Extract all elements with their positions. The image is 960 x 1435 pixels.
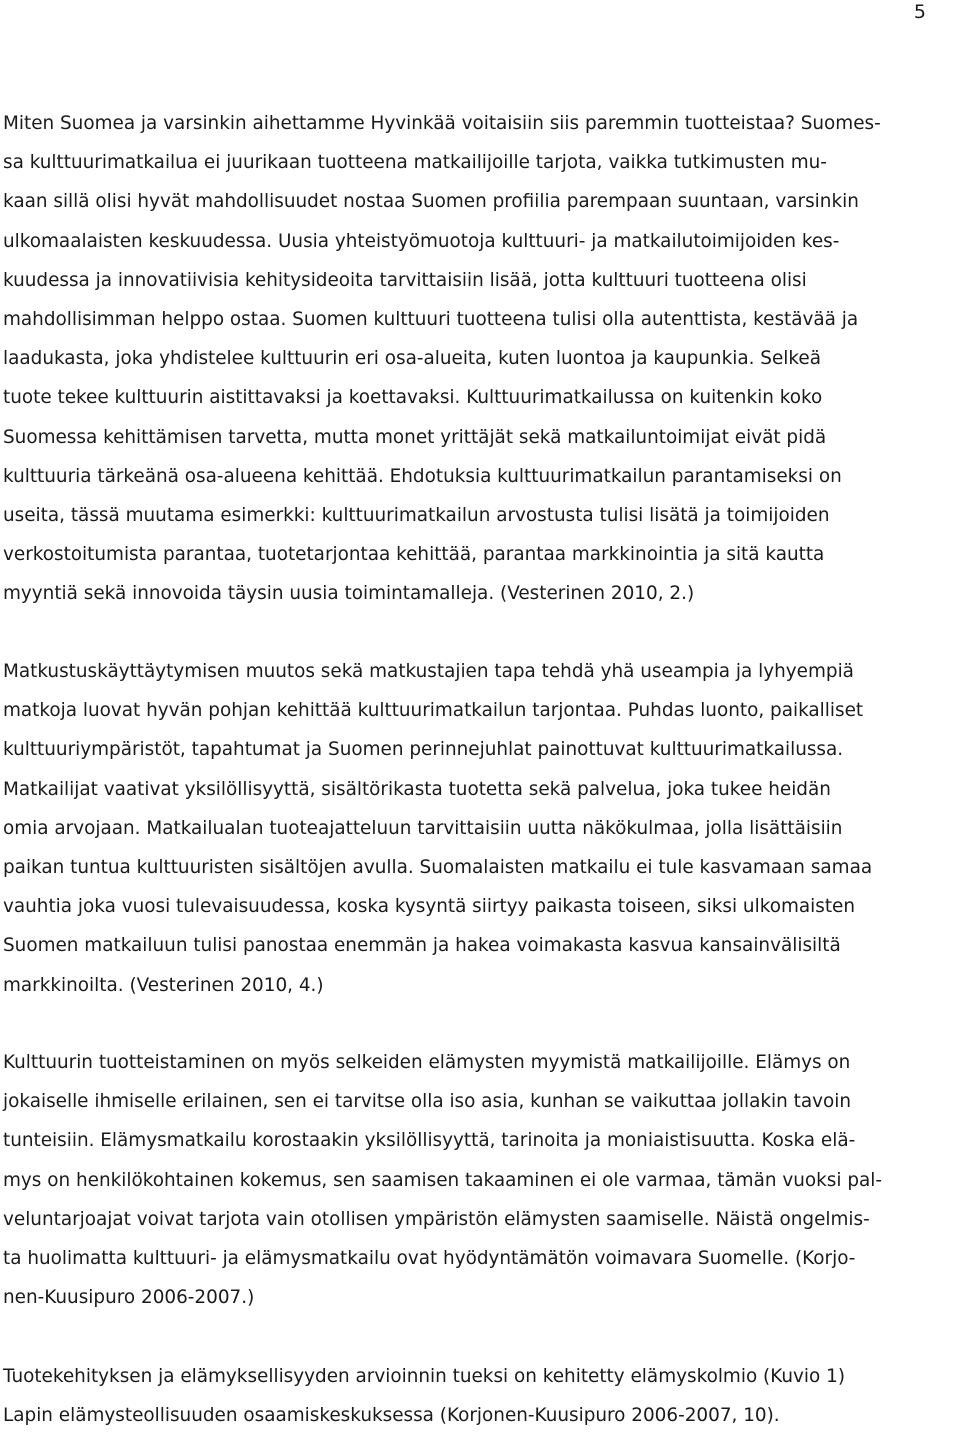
- text-line: Suomessa kehittämisen tarvetta, mutta monet yrittäjät sekä matkailuntoimijat eivät pidä: [3, 426, 827, 448]
- text-line: Miten Suomea ja varsinkin aihettamme Hyvinkää voitaisiin siis paremmin tuotteistaa? Suomes-: [3, 113, 881, 134]
- text-line: paikan tuntua kulttuuristen sisältöjen avulla. Suomalaisten matkailu ei tule kasvamaan samaa: [3, 856, 873, 878]
- text-line: Kulttuurin tuotteistaminen on myös selkeiden elämysten myymistä matkailijoille. Elämys on: [3, 1052, 851, 1073]
- text-line: matkoja luovat hyvän pohjan kehittää kulttuurimatkailun tarjontaa. Puhdas luonto, paikalliset: [3, 700, 864, 722]
- paragraph-cultural-tourism-productization: [3, 104, 957, 613]
- text-line: Suomen matkailuun tulisi panostaa enemmän ja hakea voimakasta kasvua kansainvälisiltä: [3, 935, 841, 957]
- text-line: myyntiä sekä innovoida täysin uusia toimintamalleja. (Vesterinen 2010, 2.): [3, 583, 695, 605]
- paragraph-experience-triangle: [3, 1357, 957, 1435]
- text-line: vauhtia joka vuosi tulevaisuudessa, koska kysyntä siirtyy paikasta toiseen, siksi ulkomaisten: [3, 896, 856, 918]
- text-line: ulkomaalaisten keskuudessa. Uusia yhteistyömuotoja kulttuuri- ja matkailutoimijoiden kes-: [3, 230, 840, 252]
- text-line: nen-Kuusipuro 2006-2007.): [3, 1287, 255, 1309]
- page-number: 5: [913, 1, 926, 23]
- text-line: jokaiselle ihmiselle erilainen, sen ei tarvitse olla iso asia, kunhan se vaikuttaa jollakin tavoin: [3, 1091, 852, 1113]
- text-line: omia arvojaan. Matkailualan tuoteajatteluun tarvittaisiin uutta näkökulmaa, jolla lisättäisiin: [3, 817, 843, 839]
- text-line: veluntarjoajat voivat tarjota vain otollisen ympäristön elämysten saamiselle. Näistä ongelmis-: [3, 1208, 870, 1230]
- paragraph-travel-behaviour: [3, 652, 957, 1005]
- text-line: verkostoitumista parantaa, tuotetarjontaa kehittää, parantaa markkinointia ja sitä kautta: [3, 544, 825, 566]
- text-line: mys on henkilökohtainen kokemus, sen saamisen takaaminen ei ole varmaa, tämän vuoksi pal-: [3, 1169, 883, 1191]
- text-line: Lapin elämysteollisuuden osaamiskeskuksessa (Korjonen-Kuusipuro 2006-2007, 10).: [3, 1405, 780, 1427]
- text-line: laadukasta, joka yhdistelee kulttuurin eri osa-alueita, kuten luontoa ja kaupunkia. Selkeä: [3, 348, 821, 370]
- text-line: sa kulttuurimatkailua ei juurikaan tuotteena matkailijoille tarjota, vaikka tutkimusten mu-: [3, 152, 827, 174]
- text-line: Matkustuskäyttäytymisen muutos sekä matkustajien tapa tehdä yhä useampia ja lyhyempiä: [3, 661, 854, 682]
- text-line: kuudessa ja innovatiivisia kehitysideoita tarvittaisiin lisää, jotta kulttuuri tuotteena olisi: [3, 269, 807, 291]
- text-line: tunteisiin. Elämysmatkailu korostaakin yksilöllisyyttä, tarinoita ja moniaistisuutta. Koska elä-: [3, 1130, 856, 1152]
- text-line: useita, tässä muutama esimerkki: kulttuurimatkailun arvostusta tulisi lisätä ja toimijoiden: [3, 504, 830, 526]
- text-line: markkinoilta. (Vesterinen 2010, 4.): [3, 974, 324, 996]
- text-line: kaan sillä olisi hyvät mahdollisuudet nostaa Suomen profiilia parempaan suuntaan, varsinkin: [3, 191, 859, 213]
- text-line: ta huolimatta kulttuuri- ja elämysmatkailu ovat hyödyntämätön voimavara Suomelle. (Korjo-: [3, 1247, 856, 1269]
- paragraph-experiences: [3, 1043, 957, 1317]
- text-line: mahdollisimman helppo ostaa. Suomen kulttuuri tuotteena tulisi olla autenttista, kestävää ja: [3, 308, 859, 330]
- text-line: tuote tekee kulttuurin aistittavaksi ja koettavaksi. Kulttuurimatkailussa on kuitenkin koko: [3, 387, 823, 409]
- text-line: kulttuuriympäristöt, tapahtumat ja Suomen perinnejuhlat painottuvat kulttuurimatkailussa.: [3, 739, 844, 761]
- text-line: Tuotekehityksen ja elämyksellisyyden arvioinnin tueksi on kehitetty elämyskolmio (Kuvio 1): [3, 1366, 845, 1387]
- text-line: Matkailijat vaativat yksilöllisyyttä, sisältörikasta tuotetta sekä palvelua, joka tukee heidän: [3, 778, 831, 800]
- text-line: kulttuuria tärkeänä osa-alueena kehittää. Ehdotuksia kulttuurimatkailun parantamiseksi on: [3, 465, 842, 487]
